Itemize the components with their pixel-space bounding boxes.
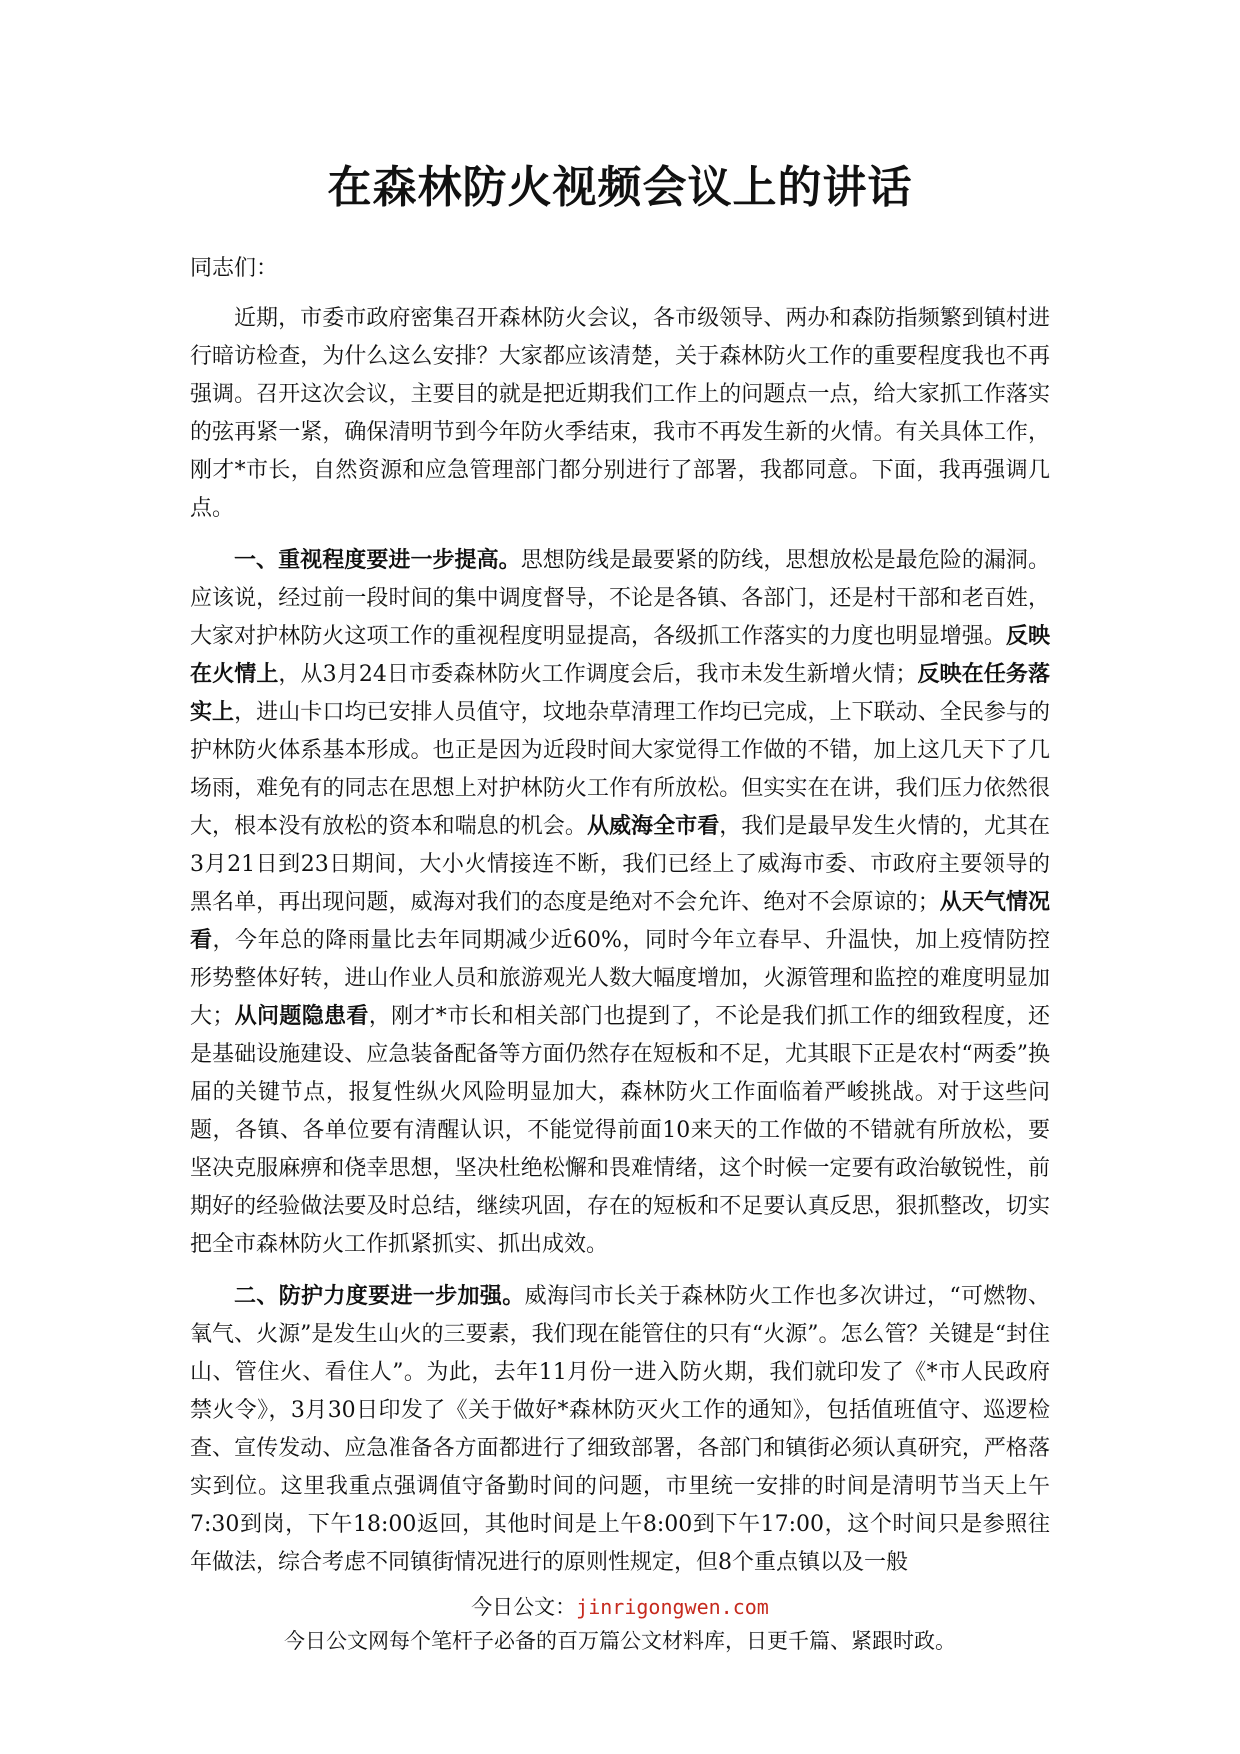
- footer-tagline: 今日公文网每个笔杆子必备的百万篇公文材料库，日更千篇、紧跟时政。: [284, 1629, 956, 1653]
- body-paragraph: [190, 300, 1050, 528]
- paragraph-text: ，刚才*市长和相关部门也提到了，不论是我们抓工作的细致程度，还是基础设施建设、应急装备配备等方面仍然存在短板和不足，尤其眼下正是农村“两委”换届的关键节点，报复性纵火风险明显加大，森林防火工作面临着严峻挑战。对于这些问题，各镇、各单位要有清醒认识，不能觉得前面10来天的工作做的不错就有所放松，要坚决克服麻痹和侥幸思想，坚决杜绝松懈和畏难情绪，这个时候一定要有政治敏锐性，前期好的经验做法要及时总结，继续巩固，存在的短板和不足要认真反思，狠抓整改，切实把全市森林防火工作抓紧抓实、抓出成效。: [190, 1004, 1050, 1257]
- footer-source-line: [0, 1590, 1240, 1624]
- paragraph-list: [190, 300, 1050, 1582]
- footer-url-link[interactable]: jinrigongwen.com: [576, 1595, 769, 1619]
- footer-label: 今日公文：: [471, 1595, 577, 1619]
- body-paragraph: [190, 542, 1050, 1264]
- paragraph-heading: 反映在火情上: [190, 624, 1050, 687]
- paragraph-text: 威海闫市长关于森林防火工作也多次讲过，“可燃物、氧气、火源”是发生山火的三要素，我们现在能管住的只有“火源”。怎么管？关键是“封住山、管住火、看住人”。为此，去年11月份一进入防火期，我们就印发了《*市人民政府禁火令》，3月30日印发了《关于做好*森林防灭火工作的通知》，包括值班值守、巡逻检查、宣传发动、应急准备各方面都进行了细致部署，各部门和镇街必须认真研究，严格落实到位。这里我重点强调值守备勤时间的问题，市里统一安排的时间是清明节当天上午7:30到岗，下午18:00返回，其他时间是上午8:00到下午17:00，这个时间只是参照往年做法，综合考虑不同镇街情况进行的原则性规定，但8个重点镇以及一般: [190, 1284, 1050, 1575]
- paragraph-text: ，进山卡口均已安排人员值守，坟地杂草清理工作均已完成，上下联动、全民参与的护林防火体系基本形成。也正是因为近段时间大家觉得工作做的不错，加上这几天下了几场雨，难免有的同志在思想上对护林防火工作有所放松。但实实在在讲，我们压力依然很大，根本没有放松的资本和喘息的机会。: [190, 700, 1050, 839]
- salutation: 同志们：: [190, 256, 279, 281]
- paragraph-heading: 二、防护力度要进一步加强。: [234, 1284, 525, 1309]
- paragraph-text: ，今年总的降雨量比去年同期减少近60%，同时今年立春早、升温快，加上疫情防控形势整体好转，进山作业人员和旅游观光人数大幅度增加，火源管理和监控的难度明显加大；: [190, 928, 1050, 1029]
- document-body: [190, 250, 1050, 1596]
- body-paragraph: [190, 1278, 1050, 1582]
- paragraph-text: 思想防线是最要紧的防线，思想放松是最危险的漏洞。应该说，经过前一段时间的集中调度督导，不论是各镇、各部门，还是村干部和老百姓，大家对护林防火这项工作的重视程度明显提高，各级抓工作落实的力度也明显增强。: [190, 548, 1050, 649]
- paragraph-heading: 一、重视程度要进一步提高。: [234, 548, 521, 573]
- paragraph-heading: 从问题隐患看: [234, 1004, 369, 1029]
- page-title: 在森林防火视频会议上的讲话: [327, 162, 913, 213]
- paragraph-text: 近期，市委市政府密集召开森林防火会议，各市级领导、两办和森防指频繁到镇村进行暗访检查，为什么这么安排？大家都应该清楚，关于森林防火工作的重要程度我也不再强调。召开这次会议，主要目的就是把近期我们工作上的问题点一点，给大家抓工作落实的弦再紧一紧，确保清明节到今年防火季结束，我市不再发生新的火情。有关具体工作，刚才*市长，自然资源和应急管理部门都分别进行了部署，我都同意。下面，我再强调几点。: [190, 306, 1050, 521]
- footer: [0, 1590, 1240, 1658]
- paragraph-heading: 从威海全市看: [586, 814, 720, 839]
- paragraph-text: ，我们是最早发生火情的，尤其在3月21日到23日期间，大小火情接连不断，我们已经上了威海市委、市政府主要领导的黑名单，再出现问题，威海对我们的态度是绝对不会允许、绝对不会原谅的；: [190, 814, 1050, 915]
- paragraph-text: ，从3月24日市委森林防火工作调度会后，我市未发生新增火情；: [278, 662, 918, 687]
- paragraph-heading: 从天气情况看: [190, 890, 1050, 953]
- paragraph-heading: 反映在任务落实上: [190, 662, 1050, 725]
